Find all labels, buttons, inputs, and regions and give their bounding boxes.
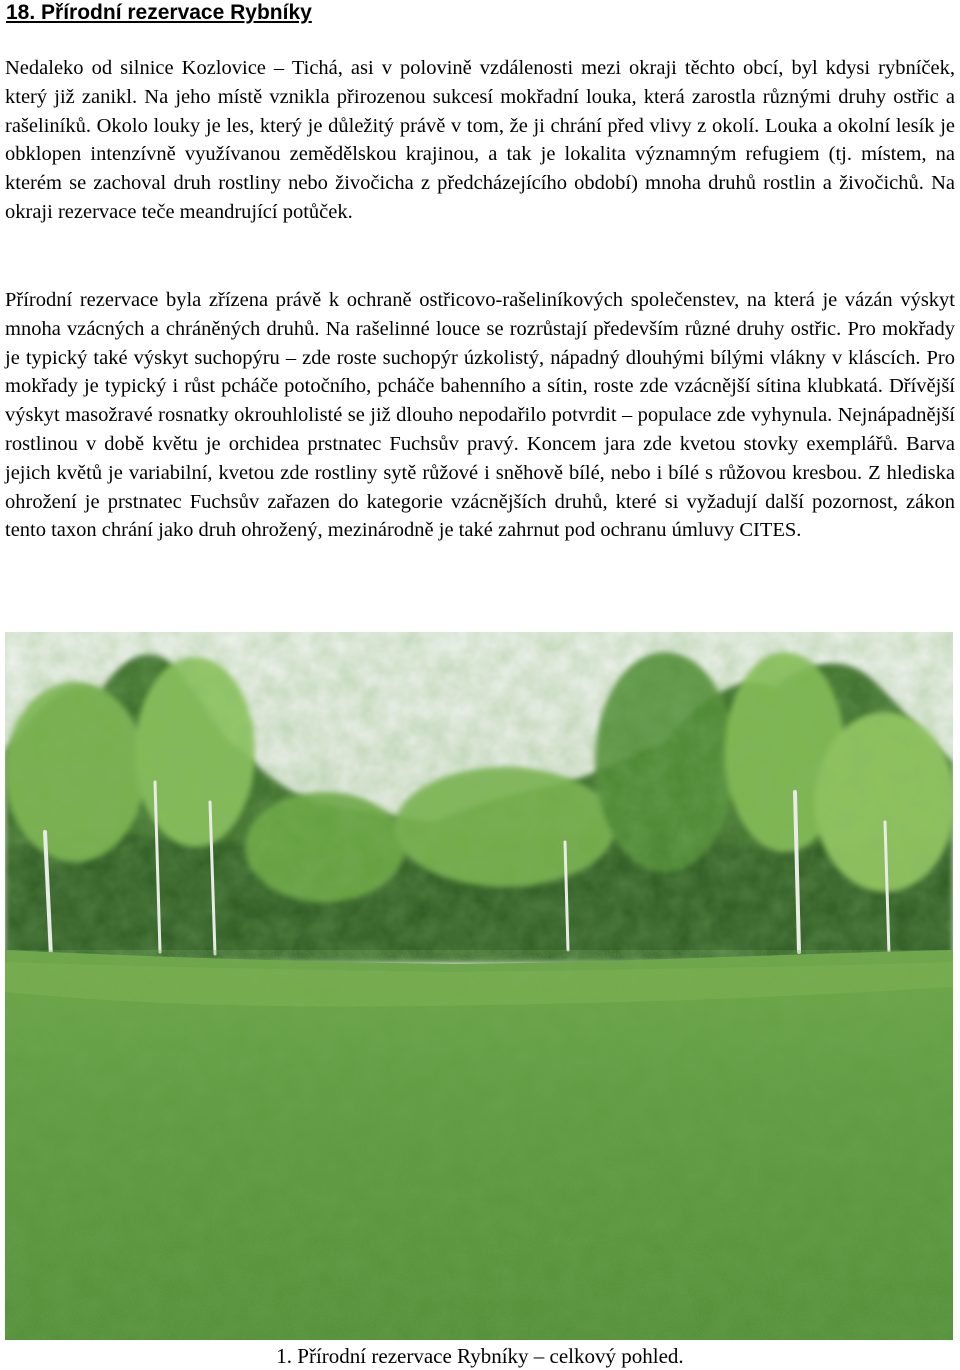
meadow-photo (5, 632, 953, 1340)
paragraph-intro: Nedaleko od silnice Kozlovice – Tichá, asi v polovině vzdálenosti mezi okraji těchto obcí, byl kdysi rybníček, který již zanikl. Na jeho místě vznikla přirozenou sukcesí mokřadní louka, která zarostla různými druhy ostřic a rašeliníků. Okolo louky je les, který je důležitý právě v tom, že ji chrání před vlivy z okolí. Louka a okolní lesík je obklopen intenzívně využívanou zemědělskou krajinou, a tak je lokalita významným refugiem (tj. místem, na kterém se zachoval druh rostliny nebo živočicha z předcházejícího období) mnoha druhů rostlin a živočichů. Na okraji rezervace teče meandrující potůček. (5, 57, 955, 223)
figure-caption: 1. Přírodní rezervace Rybníky – celkový pohled. (276, 1344, 684, 1368)
paragraph-protection: Přírodní rezervace byla zřízena právě k ochraně ostřicovo-rašeliníkových společenstev, na která je vázán výskyt mnoha vzácných a chráněných druhů. Na rašelinné louce se rozrůstají především různé druhy ostřic. Pro mokřady je typický také výskyt suchopýru – zde roste suchopýr úzkolistý, nápadný dlouhými bílými vlákny v kláscích. Pro mokřady je typický i růst pcháče potočního, pcháče bahenního a sítin, roste zde vzácnější sítina klubkatá. Dřívější výskyt masožravé rosnatky okrouhlolisté se již dlouho nepodařilo potvrdit – populace zde vyhynula. Nejnápadnější rostlinou v době květu je orchidea prstnatec Fuchsův pravý. Koncem jara zde kvetou stovky exemplářů. Barva jejich květů je variabilní, kvetou zde rostliny sytě růžové i sněhově bílé, nebo i bílé s růžovou kresbou. Z hlediska ohrožení je prstnatec Fuchsův zařazen do kategorie vzácnějších druhů, které si vyžadují další pozornost, zákon tento taxon chrání jako druh ohrožený, mezinárodně je také zahrnut pod ochranu úmluvy CITES. (5, 289, 955, 542)
page-title: 18. Přírodní rezervace Rybníky (6, 1, 312, 24)
